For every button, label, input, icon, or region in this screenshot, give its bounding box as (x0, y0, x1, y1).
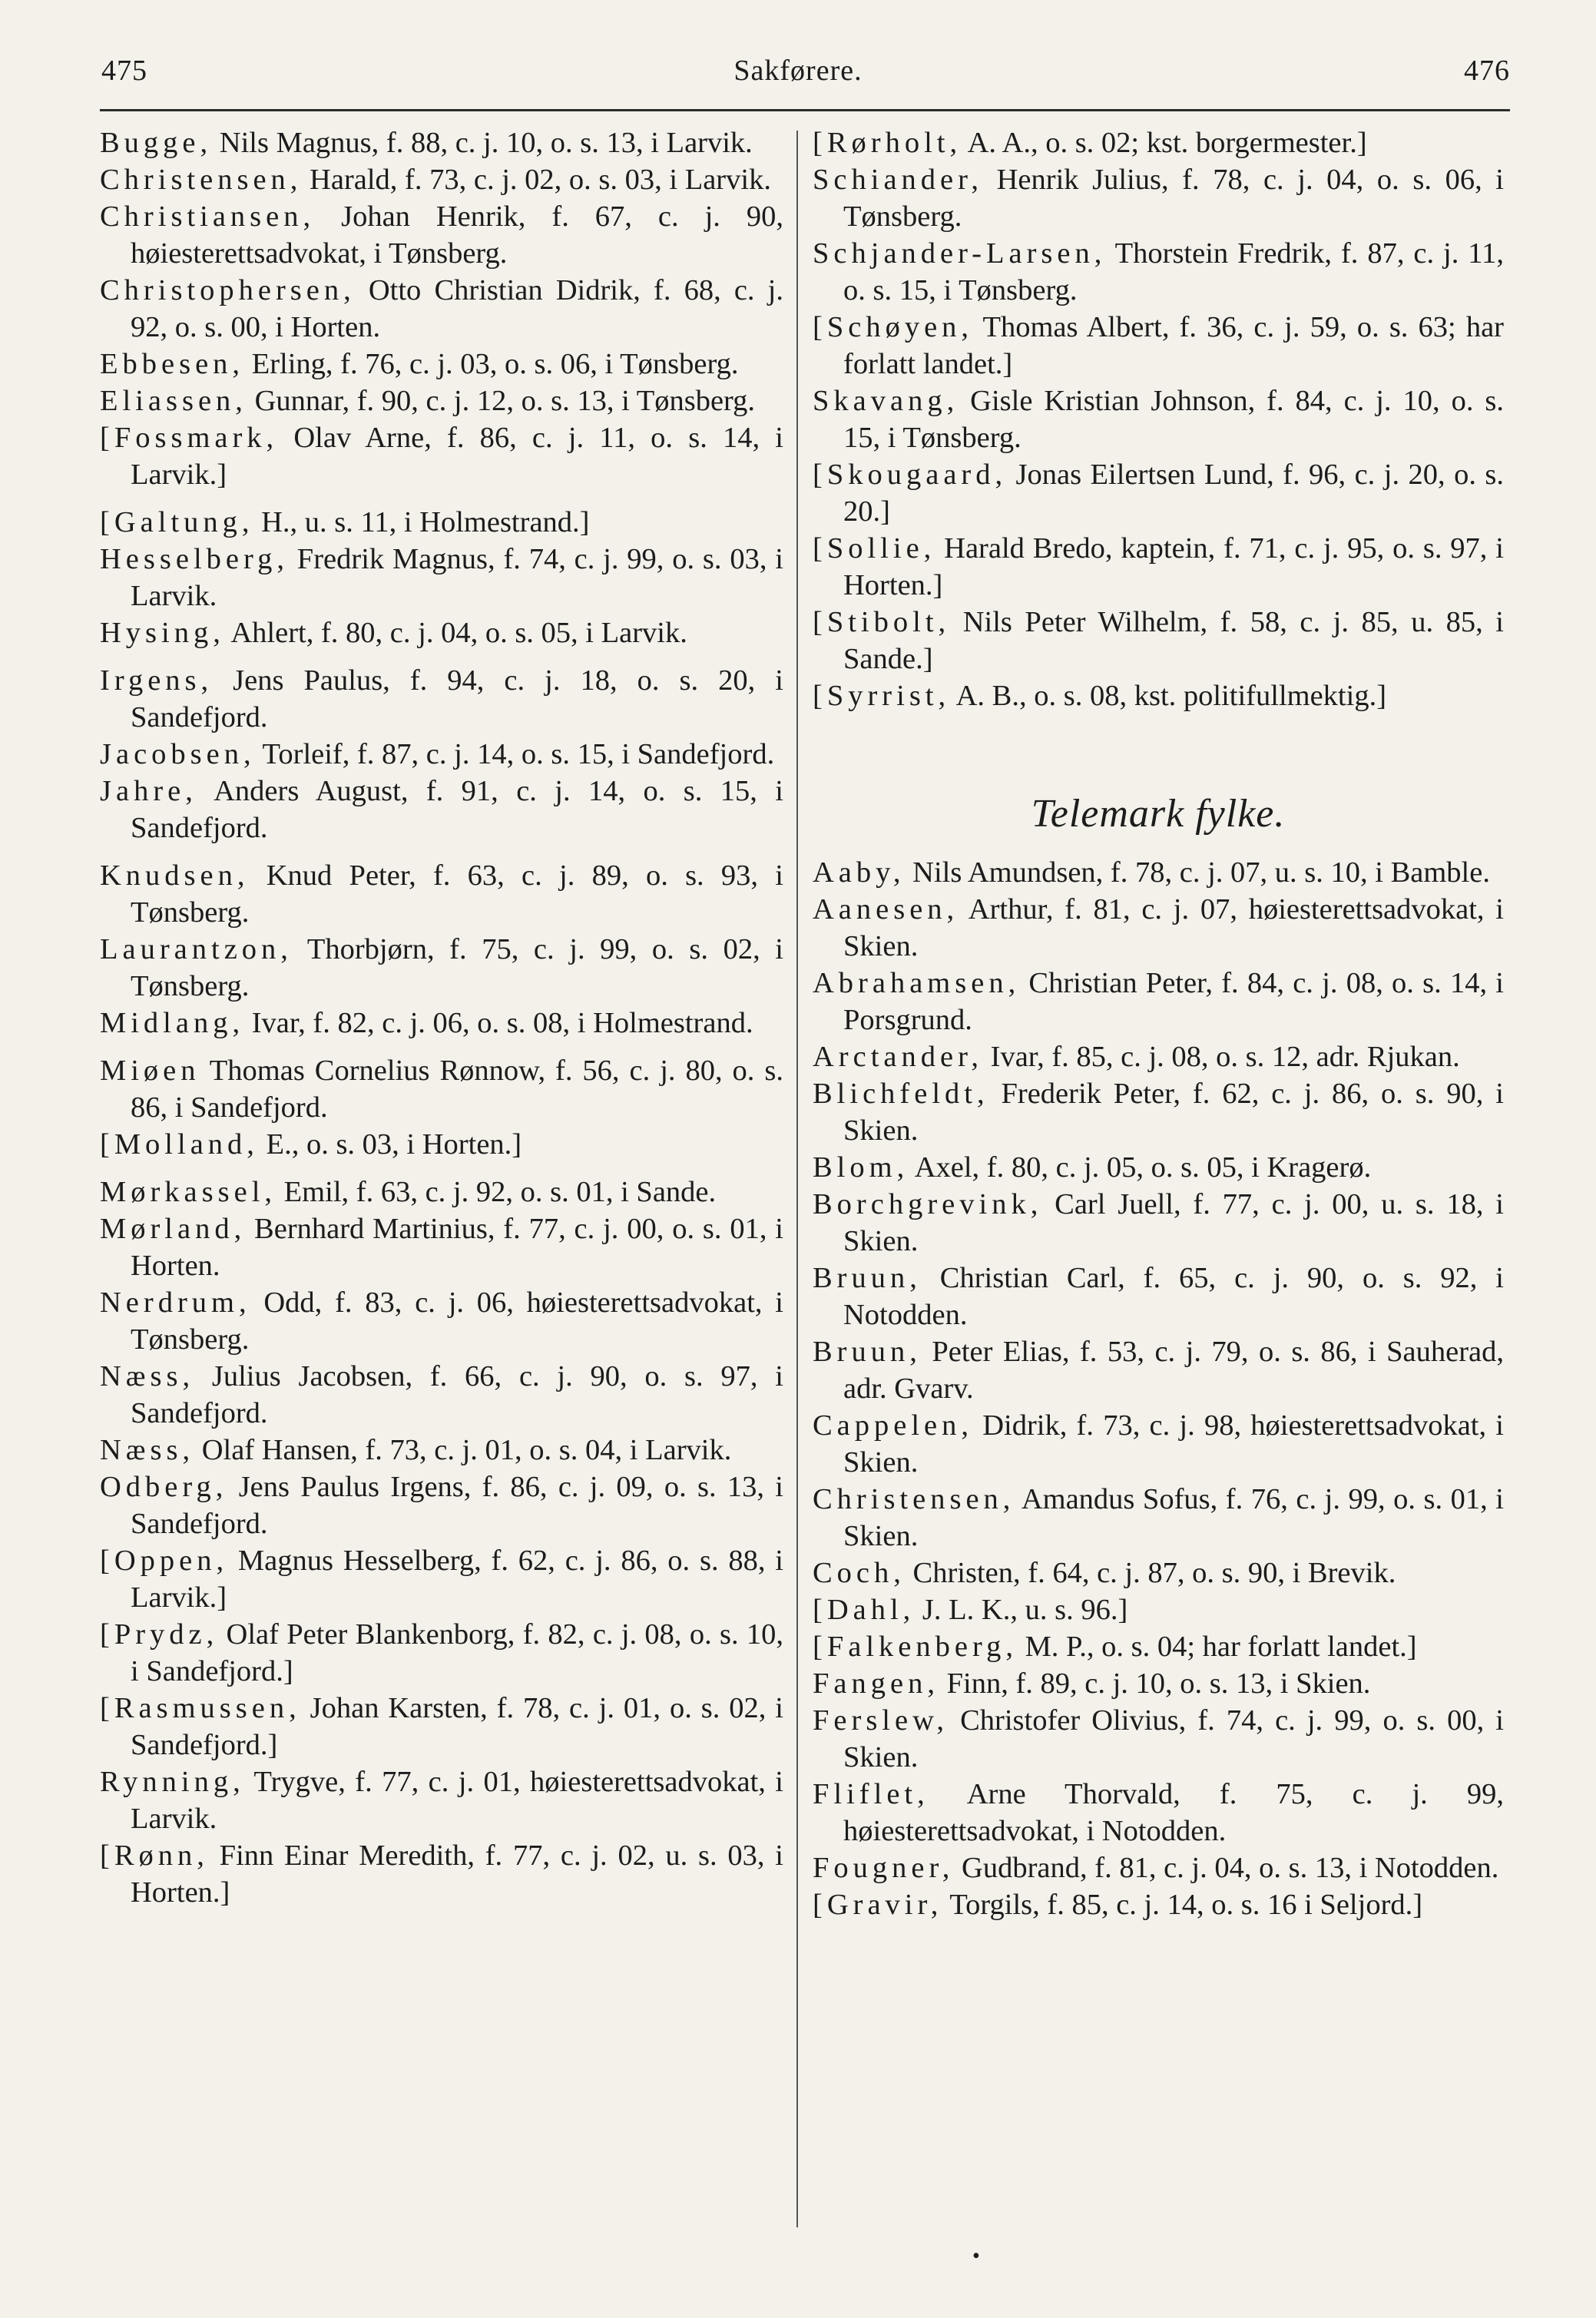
list-item (813, 1407, 1504, 1481)
entry-surname: Coch, (813, 1557, 906, 1589)
entry-surname: Fangen, (813, 1667, 939, 1700)
entry-surname: Næss, (100, 1360, 195, 1392)
entry-details: Gudbrand, f. 81, c. j. 04, o. s. 13, i Notodden. (954, 1852, 1499, 1884)
entry-surname: Blichfeldt, (813, 1078, 989, 1110)
list-item (100, 1690, 783, 1763)
entry-surname: Borchgrevink, (813, 1188, 1043, 1220)
header-rule (100, 109, 1510, 111)
entry-surname: Bruun, (813, 1336, 922, 1368)
list-item (813, 456, 1504, 530)
entry-surname: Eliassen, (100, 385, 247, 417)
entry-details: Ahlert, f. 80, c. j. 04, o. s. 05, i Larvik. (224, 617, 687, 649)
entry-surname: Irgens, (100, 664, 214, 697)
entry-surname: [Rønn, (100, 1839, 209, 1872)
list-item (813, 1481, 1504, 1555)
entry-details: Henrik Julius, f. 78, c. j. 04, o. s. 06, i Tønsberg. (843, 164, 1504, 233)
list-item (100, 857, 783, 931)
entry-details: A. B., o. s. 08, kst. politifullmektig.] (950, 680, 1387, 712)
right-column-bottom-list (813, 854, 1504, 1923)
list-item (100, 504, 783, 541)
list-item (813, 1849, 1504, 1886)
entry-details: Thomas Cornelius Rønnow, f. 56, c. j. 80, o. s. 86, i Sandefjord. (131, 1055, 783, 1124)
entry-details: Amandus Sofus, f. 76, c. j. 99, o. s. 01, i Skien. (843, 1483, 1504, 1552)
list-item (100, 662, 783, 736)
list-item (813, 854, 1504, 891)
list-item (100, 614, 783, 651)
entry-details: Otto Christian Didrik, f. 68, c. j. 92, o. s. 00, i Horten. (131, 274, 783, 343)
list-item (100, 198, 783, 272)
entry-surname: Næss, (100, 1434, 195, 1466)
list-item (100, 1763, 783, 1837)
entry-details: Knud Peter, f. 63, c. j. 89, o. s. 93, i Tønsberg. (131, 859, 783, 929)
list-item (813, 1149, 1504, 1186)
entry-details: Peter Elias, f. 53, c. j. 79, o. s. 86, i Sauherad, adr. Gvarv. (843, 1336, 1504, 1405)
list-item (813, 1075, 1504, 1149)
entry-surname: Christiansen, (100, 200, 316, 233)
list-item (100, 1469, 783, 1542)
entry-details: Gunnar, f. 90, c. j. 12, o. s. 13, i Tønsberg. (247, 385, 756, 417)
list-item (813, 1628, 1504, 1665)
list-item (100, 419, 783, 493)
list-item (813, 1038, 1504, 1075)
entry-details: Thomas Albert, f. 36, c. j. 59, o. s. 63; har forlatt landet.] (843, 311, 1504, 380)
list-item (100, 1174, 783, 1210)
list-item (100, 346, 783, 382)
list-item (813, 1665, 1504, 1702)
entry-details: Gisle Kristian Johnson, f. 84, c. j. 10, o. s. 15, i Tønsberg. (843, 385, 1504, 454)
list-item (813, 1260, 1504, 1333)
list-item (100, 541, 783, 614)
column-divider (796, 131, 798, 2227)
entry-details: Bernhard Martinius, f. 77, c. j. 00, o. s. 01, i Horten. (131, 1213, 783, 1282)
entry-details: Christofer Olivius, f. 74, c. j. 99, o. s. 00, i Skien. (843, 1704, 1504, 1773)
entry-surname: Schjander-Larsen, (813, 237, 1107, 270)
entry-surname: [Prydz, (100, 1618, 219, 1651)
entry-details: Erling, f. 76, c. j. 03, o. s. 06, i Tønsberg. (244, 348, 739, 380)
entry-details: J. L. K., u. s. 96.] (915, 1594, 1128, 1626)
entry-surname: Schiander, (813, 164, 984, 196)
entry-surname: Ferslew, (813, 1704, 949, 1737)
entry-surname: Cappelen, (813, 1409, 974, 1442)
entry-details: Johan Henrik, f. 67, c. j. 90, høiesterettsadvokat, i Tønsberg. (131, 200, 783, 270)
list-item (813, 965, 1504, 1038)
entry-details: Olav Arne, f. 86, c. j. 11, o. s. 14, i Larvik.] (131, 422, 783, 491)
entry-details: E., o. s. 03, i Horten.] (258, 1128, 522, 1161)
list-item (813, 604, 1504, 677)
list-item (813, 1555, 1504, 1591)
entry-surname: [Sollie, (813, 532, 936, 565)
entry-details: Thorbjørn, f. 75, c. j. 99, o. s. 02, i Tønsberg. (131, 933, 783, 1002)
list-item (813, 530, 1504, 604)
entry-details: Nils Magnus, f. 88, c. j. 10, o. s. 13, i Larvik. (212, 127, 753, 159)
entry-surname: Odberg, (100, 1471, 228, 1503)
entry-surname: [Skougaard, (813, 459, 1008, 491)
entry-details: Carl Juell, f. 77, c. j. 00, u. s. 18, i Skien. (843, 1188, 1504, 1257)
entry-surname: [Schøyen, (813, 311, 974, 343)
entry-surname: Skavang, (813, 385, 959, 417)
list-item (100, 773, 783, 846)
list-item (100, 1542, 783, 1616)
list-item (100, 1052, 783, 1126)
entry-surname: [Syrrist, (813, 680, 951, 712)
list-item (813, 1886, 1504, 1923)
page-title: Sakførere. (733, 55, 863, 87)
list-item (100, 1005, 783, 1041)
entry-details: Olaf Peter Blankenborg, f. 82, c. j. 08, o. s. 10, i Sandefjord.] (131, 1618, 783, 1687)
entry-surname: Aaby, (813, 856, 906, 889)
list-item (813, 382, 1504, 456)
entry-surname: Nerdrum, (100, 1286, 251, 1319)
entry-surname: [Dahl, (813, 1594, 916, 1626)
entry-surname: [Stibolt, (813, 606, 951, 638)
list-item (100, 1358, 783, 1432)
section-title: Telemark fylke. (1031, 792, 1286, 836)
entry-surname: Fougner, (813, 1852, 955, 1884)
list-item (813, 1702, 1504, 1776)
entry-surname: Christophersen, (100, 274, 356, 306)
list-item (100, 1284, 783, 1358)
entry-details: Trygve, f. 77, c. j. 01, høiesterettsadvokat, i Larvik. (131, 1766, 783, 1835)
left-column (100, 124, 783, 1911)
list-item (813, 1186, 1504, 1260)
list-item (100, 1616, 783, 1690)
entry-details: Nils Amundsen, f. 78, c. j. 07, u. s. 10, i Bamble. (905, 856, 1490, 889)
entry-details: Christen, f. 64, c. j. 87, o. s. 90, i Brevik. (905, 1557, 1396, 1589)
entry-surname: Hesselberg, (100, 543, 289, 575)
entry-details: Arne Thorvald, f. 75, c. j. 99, høiesterettsadvokat, i Notodden. (843, 1778, 1504, 1847)
list-item (100, 272, 783, 346)
entry-details: Thorstein Fredrik, f. 87, c. j. 11, o. s. 15, i Tønsberg. (843, 237, 1504, 306)
list-item (813, 161, 1504, 235)
entry-details: Jens Paulus, f. 94, c. j. 18, o. s. 20, i Sandefjord. (131, 664, 783, 733)
list-item (100, 161, 783, 198)
entry-details: Finn, f. 89, c. j. 10, o. s. 13, i Skien. (939, 1667, 1371, 1700)
entry-details: Harald, f. 73, c. j. 02, o. s. 03, i Larvik. (302, 164, 771, 196)
list-item (100, 736, 783, 773)
entry-surname: Mørland, (100, 1213, 247, 1245)
entry-details: Odd, f. 83, c. j. 06, høiesterettsadvokat, i Tønsberg. (131, 1286, 783, 1356)
page-number-right: 476 (1464, 55, 1510, 87)
list-item (100, 124, 783, 161)
list-item (813, 891, 1504, 965)
entry-details: Emil, f. 63, c. j. 92, o. s. 01, i Sande. (276, 1176, 717, 1208)
list-item (813, 309, 1504, 382)
entry-surname: Ebbesen, (100, 348, 245, 380)
entry-surname: Jahre, (100, 775, 197, 807)
entry-details: Anders August, f. 91, c. j. 14, o. s. 15, i Sandefjord. (131, 775, 783, 844)
entry-details: Nils Peter Wilhelm, f. 58, c. j. 85, u. 85, i Sande.] (843, 606, 1504, 675)
list-item (100, 382, 783, 419)
list-item (100, 1432, 783, 1469)
entry-surname: Rynning, (100, 1766, 245, 1798)
entry-details: Olaf Hansen, f. 73, c. j. 01, o. s. 04, i Larvik. (194, 1434, 732, 1466)
bottom-dot: • (972, 2244, 980, 2268)
list-item (100, 931, 783, 1005)
entry-details: Ivar, f. 85, c. j. 08, o. s. 12, adr. Rjukan. (983, 1041, 1460, 1073)
entry-surname: Knudsen, (100, 859, 250, 892)
right-column-top-list (813, 124, 1504, 714)
entry-details: Ivar, f. 82, c. j. 06, o. s. 08, i Holmestrand. (244, 1007, 753, 1039)
entry-surname: Aanesen, (813, 893, 959, 926)
entry-surname: Arctander, (813, 1041, 983, 1073)
entry-surname: [Gravir, (813, 1889, 943, 1921)
entry-details: Frederik Peter, f. 62, c. j. 86, o. s. 90, i Skien. (843, 1078, 1504, 1147)
list-item (813, 235, 1504, 309)
entry-surname: Abrahamsen, (813, 967, 1021, 999)
list-item (813, 124, 1504, 161)
entry-surname: Mørkassel, (100, 1176, 277, 1208)
entry-details: Magnus Hesselberg, f. 62, c. j. 86, o. s. 88, i Larvik.] (131, 1545, 783, 1614)
entry-surname: Hysing, (100, 617, 225, 649)
entry-details: H., u. s. 11, i Holmestrand.] (253, 506, 590, 538)
entry-surname: [Molland, (100, 1128, 259, 1161)
list-item (813, 677, 1504, 714)
entry-surname: [Rasmussen, (100, 1692, 301, 1724)
entry-surname: Midlang, (100, 1007, 245, 1039)
entry-details: Axel, f. 80, c. j. 05, o. s. 05, i Kragerø. (909, 1151, 1372, 1184)
entry-surname: Fliflet, (813, 1778, 929, 1810)
entry-surname: [Falkenberg, (813, 1631, 1018, 1663)
entry-details: Jonas Eilertsen Lund, f. 96, c. j. 20, o. s. 20.] (843, 459, 1504, 528)
entry-details: A. A., o. s. 02; kst. borgermester.] (962, 127, 1367, 159)
list-item (100, 1837, 783, 1911)
entry-details: Jens Paulus Irgens, f. 86, c. j. 09, o. s. 13, i Sandefjord. (131, 1471, 783, 1540)
list-item (100, 1210, 783, 1284)
list-item (813, 1333, 1504, 1407)
entry-details: Torgils, f. 85, c. j. 14, o. s. 16 i Seljord.] (942, 1889, 1423, 1921)
entry-surname: Miøen (100, 1055, 200, 1087)
list-item (100, 1126, 783, 1163)
entry-surname: Bugge, (100, 127, 213, 159)
entry-surname: Jacobsen, (100, 738, 256, 770)
entry-details: Finn Einar Meredith, f. 77, c. j. 02, u. s. 03, i Horten.] (131, 1839, 783, 1909)
entry-details: M. P., o. s. 04; har forlatt landet.] (1017, 1631, 1417, 1663)
page-number-left: 475 (101, 55, 147, 87)
entry-surname: Laurantzon, (100, 933, 293, 965)
entry-details: Fredrik Magnus, f. 74, c. j. 99, o. s. 03, i Larvik. (131, 543, 783, 612)
entry-surname: Christensen, (100, 164, 303, 196)
entry-surname: Christensen, (813, 1483, 1015, 1515)
right-column (813, 124, 1504, 1923)
entry-surname: Blom, (813, 1151, 909, 1184)
entry-details: Harald Bredo, kaptein, f. 71, c. j. 95, o. s. 97, i Horten.] (843, 532, 1504, 601)
entry-details: Julius Jacobsen, f. 66, c. j. 90, o. s. 97, i Sandefjord. (131, 1360, 783, 1429)
entry-details: Christian Peter, f. 84, c. j. 08, o. s. 14, i Porsgrund. (843, 967, 1504, 1036)
entry-surname: [Oppen, (100, 1545, 229, 1577)
list-item (813, 1776, 1504, 1849)
entry-surname: [Galtung, (100, 506, 254, 538)
entry-surname: Bruun, (813, 1262, 922, 1294)
entry-details: Didrik, f. 73, c. j. 98, høiesterettsadvokat, i Skien. (843, 1409, 1504, 1479)
entry-surname: [Fossmark, (100, 422, 279, 454)
entry-details: Torleif, f. 87, c. j. 14, o. s. 15, i Sandefjord. (255, 738, 775, 770)
list-item (813, 1591, 1504, 1628)
entry-surname: [Rørholt, (813, 127, 962, 159)
entry-details: Arthur, f. 81, c. j. 07, høiesterettsadvokat, i Skien. (843, 893, 1504, 962)
entry-details: Johan Karsten, f. 78, c. j. 01, o. s. 02, i Sandefjord.] (131, 1692, 783, 1761)
entry-details: Christian Carl, f. 65, c. j. 90, o. s. 92, i Notodden. (843, 1262, 1504, 1331)
